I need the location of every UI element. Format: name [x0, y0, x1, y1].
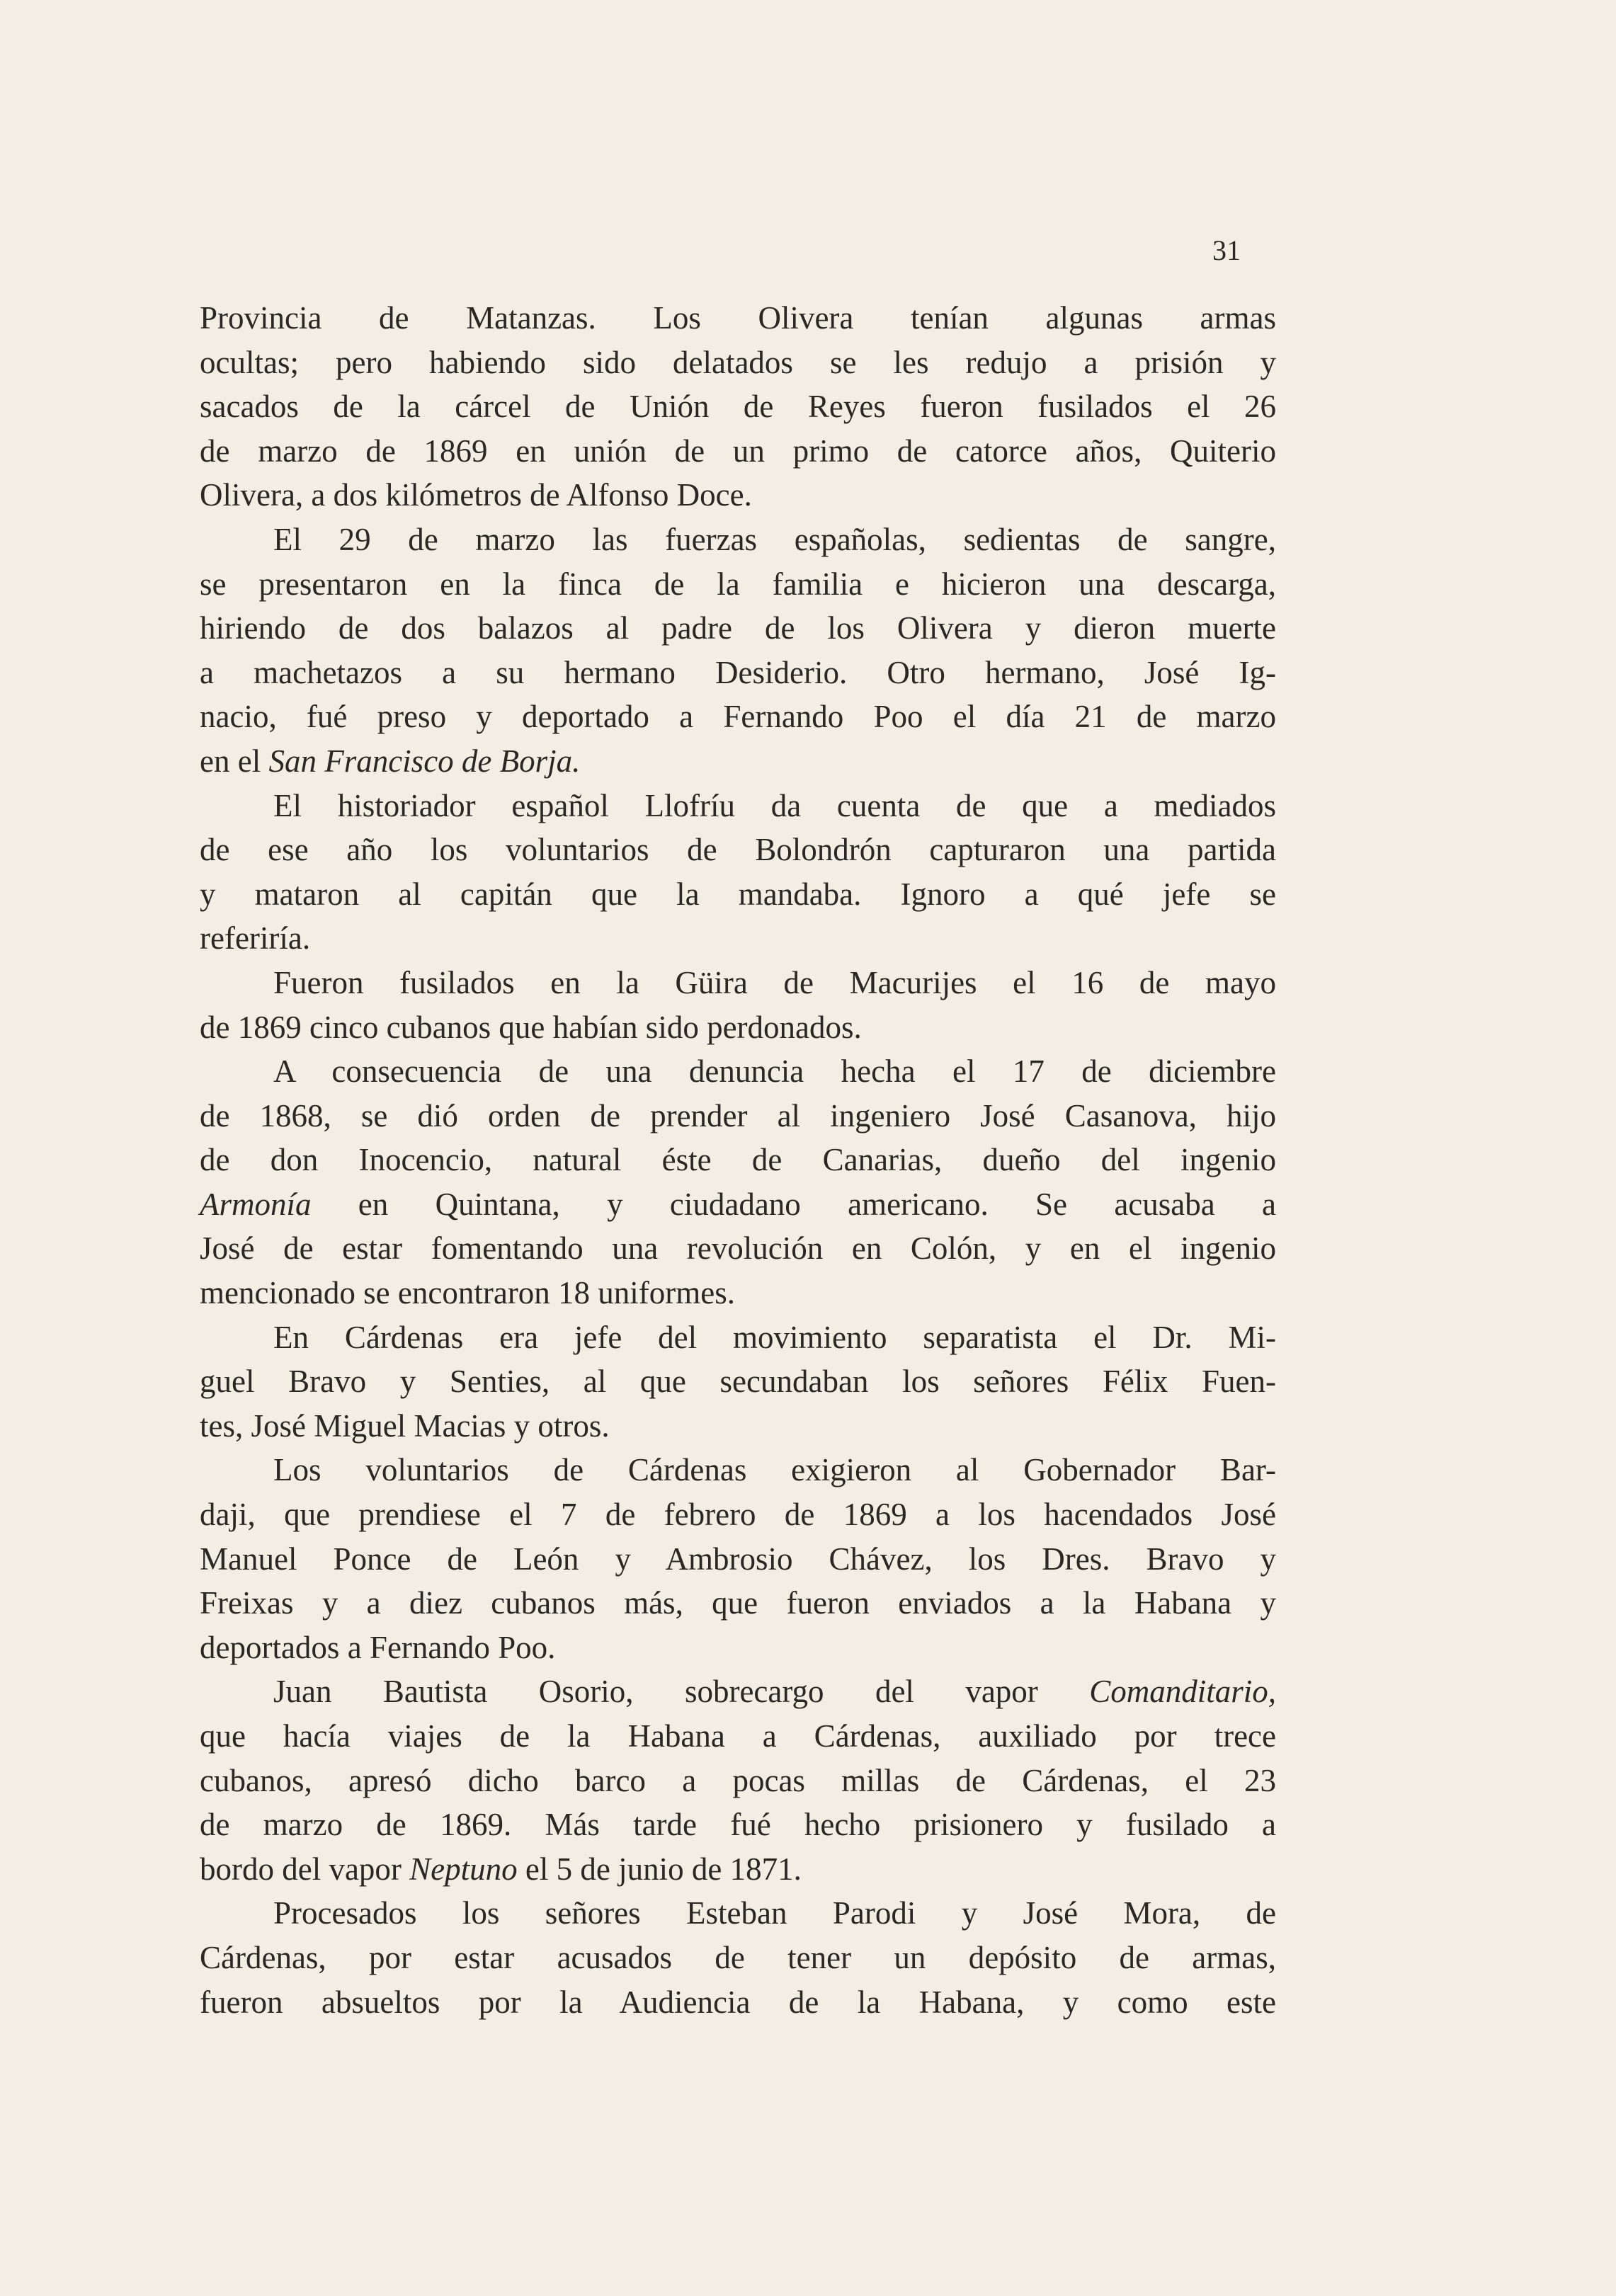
text-line	[200, 739, 1276, 784]
text-line: Los voluntarios de Cárdenas exigieron al Gobernador Bar-	[273, 1452, 1276, 1488]
text-line: de don Inocencio, natural éste de Canarias, dueño del ingenio	[200, 1142, 1276, 1178]
italic-text: Comanditario,	[1089, 1674, 1276, 1710]
text-line: a machetazos a su hermano Desiderio. Otro hermano, José Ig-	[200, 654, 1276, 690]
italic-text: Neptuno	[409, 1851, 518, 1887]
text-line: A consecuencia de una denuncia hecha el 17 de diciembre	[273, 1053, 1276, 1090]
text-line: nacio, fué preso y deportado a Fernando Poo el día 21 de marzo	[200, 699, 1276, 735]
text-line: de 1869 cinco cubanos que habían sido perdonados.	[200, 1009, 862, 1045]
text-line: hiriendo de dos balazos al padre de los Olivera y dieron muerte	[200, 610, 1276, 646]
text-line: tes, José Miguel Macias y otros.	[200, 1407, 610, 1444]
text-line: y mataron al capitán que la mandaba. Ignoro a qué jefe se	[200, 876, 1276, 912]
text-line: de marzo de 1869. Más tarde fué hecho prisionero y fusilado a	[200, 1807, 1276, 1843]
text-line: referiría.	[200, 920, 311, 956]
text-line: El historiador español Llofríu da cuenta de que a mediados	[273, 787, 1276, 823]
italic-text: Armonía	[200, 1186, 312, 1222]
text-line: daji, que prendiese el 7 de febrero de 1869 a los hacendados José	[200, 1497, 1276, 1533]
text-line: En Cárdenas era jefe del movimiento separatista el Dr. Mi-	[273, 1319, 1276, 1355]
text-segment: el 5 de junio de 1871.	[517, 1851, 802, 1887]
text-line: Procesados los señores Esteban Parodi y José Mora, de	[273, 1895, 1276, 1931]
text-line: se presentaron en la finca de la familia e hicieron una descarga,	[200, 566, 1276, 602]
text-segment: en Quintana, y ciudadano americano. Se acusaba a	[311, 1186, 1276, 1222]
text-line: Olivera, a dos kilómetros de Alfonso Doce.	[200, 477, 752, 513]
text-line: cubanos, apresó dicho barco a pocas millas de Cárdenas, el 23	[200, 1762, 1276, 1798]
text-line: que hacía viajes de la Habana a Cárdenas, auxiliado por trece	[200, 1718, 1276, 1754]
text-line: Manuel Ponce de León y Ambrosio Chávez, los Dres. Bravo y	[200, 1541, 1276, 1577]
body-text	[200, 296, 1276, 2024]
italic-text: San Francisco de Borja.	[268, 743, 581, 779]
text-line: de 1868, se dió orden de prender al ingeniero José Casanova, hijo	[200, 1097, 1276, 1133]
text-segment: Juan Bautista Osorio, sobrecargo del vapor	[273, 1674, 1090, 1710]
text-line: de ese año los voluntarios de Bolondrón capturaron una partida	[200, 832, 1276, 868]
text-line: de marzo de 1869 en unión de un primo de catorce años, Quiterio	[200, 433, 1276, 469]
text-line: ocultas; pero habiendo sido delatados se les redujo a prisión y	[200, 344, 1276, 380]
text-line: José de estar fomentando una revolución en Colón, y en el ingenio	[200, 1230, 1276, 1267]
text-line: Cárdenas, por estar acusados de tener un depósito de armas,	[200, 1939, 1276, 1975]
text-line: Fueron fusilados en la Güira de Macurijes el 16 de mayo	[273, 964, 1276, 1000]
text-line: Freixas y a diez cubanos más, que fueron enviados a la Habana y	[200, 1585, 1276, 1621]
page-number: 31	[1212, 234, 1241, 266]
text-line: fueron absueltos por la Audiencia de la Habana, y como este	[200, 1984, 1276, 2020]
text-line	[200, 1669, 1276, 1714]
text-segment: en el	[200, 743, 269, 779]
text-line: sacados de la cárcel de Unión de Reyes fueron fusilados el 26	[200, 389, 1276, 425]
text-line: mencionado se encontraron 18 uniformes.	[200, 1275, 736, 1311]
text-line: Provincia de Matanzas. Los Olivera tenían algunas armas	[200, 300, 1276, 336]
text-line	[200, 1847, 1276, 1892]
text-line: El 29 de marzo las fuerzas españolas, sedientas de sangre,	[273, 521, 1276, 557]
text-segment: bordo del vapor	[200, 1851, 410, 1887]
text-line: deportados a Fernando Poo.	[200, 1629, 556, 1665]
text-line: guel Bravo y Senties, al que secundaban los señores Félix Fuen-	[200, 1364, 1276, 1400]
text-line	[200, 1182, 1276, 1227]
